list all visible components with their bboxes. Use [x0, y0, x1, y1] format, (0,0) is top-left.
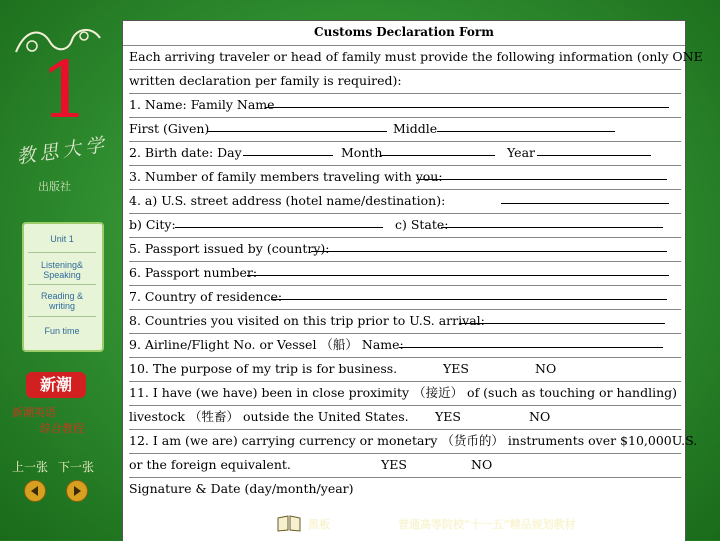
- form-row-purpose: [129, 357, 681, 382]
- city-label: b) City:: [129, 217, 176, 232]
- next-slide-label[interactable]: 下一张: [58, 460, 95, 474]
- signature-label: Signature & Date (day/month/year): [129, 481, 354, 496]
- intro-text-2: written declaration per family is required):: [129, 73, 402, 88]
- currency-no-option[interactable]: NO: [471, 457, 493, 472]
- city-field[interactable]: [175, 213, 383, 228]
- countries-visited-field[interactable]: [459, 309, 665, 324]
- form-row-street: [129, 189, 681, 214]
- family-name-label: 1. Name: Family Name: [129, 97, 275, 112]
- form-row-airline: [129, 333, 681, 358]
- calligraphy-title: 教思大学: [15, 133, 110, 169]
- form-row-residence: [129, 285, 681, 310]
- publisher-logo: 新潮: [26, 372, 86, 398]
- given-name-field[interactable]: [207, 117, 387, 132]
- passport-country-label: 5. Passport issued by (country):: [129, 241, 330, 256]
- purpose-label: 10. The purpose of my trip is for business.: [129, 361, 398, 376]
- next-arrow-icon[interactable]: [66, 480, 88, 502]
- airline-label: 9. Airline/Flight No. or Vessel （船） Name:: [129, 337, 404, 352]
- birth-day-field[interactable]: [243, 141, 333, 156]
- street-address-label: 4. a) U.S. street address (hotel name/destination):: [129, 193, 446, 208]
- menu-item-unit1[interactable]: Unit 1: [50, 234, 74, 244]
- countries-visited-label: 8. Countries you visited on this trip prior to U.S. arrival:: [129, 313, 485, 328]
- passport-number-label: 6. Passport number:: [129, 265, 258, 280]
- given-name-label: First (Given): [129, 121, 210, 136]
- prev-arrow-icon[interactable]: [24, 480, 46, 502]
- airline-field[interactable]: [399, 333, 663, 348]
- family-count-field[interactable]: [417, 165, 667, 180]
- logo-subtitle-2: 综合教程: [40, 422, 84, 435]
- middle-name-label: Middle: [393, 121, 438, 136]
- form-row-passport-number: [129, 261, 681, 286]
- publisher-label: 出版社: [38, 180, 71, 193]
- family-name-field[interactable]: [265, 93, 669, 108]
- birth-day-label: 2. Birth date: Day: [129, 145, 242, 160]
- menu-item-reading[interactable]: Reading & writing: [40, 291, 84, 311]
- state-label: c) State:: [395, 217, 449, 232]
- form-row-countries: [129, 309, 681, 334]
- family-count-label: 3. Number of family members traveling with you:: [129, 169, 443, 184]
- customs-form: [122, 20, 703, 541]
- form-row-intro-1: [129, 45, 703, 70]
- form-title: Customs Declaration Form: [314, 25, 494, 39]
- currency-text-2: or the foreign equivalent.: [129, 457, 291, 472]
- birth-year-field[interactable]: [537, 141, 651, 156]
- birth-month-label: Month: [341, 145, 383, 160]
- form-row-intro-2: [129, 69, 681, 94]
- form-row-name: [129, 93, 681, 118]
- proximity-no-option[interactable]: NO: [529, 409, 551, 424]
- series-label: 普通高等院校“十一五”精品规划教材: [398, 518, 576, 531]
- purpose-no-option[interactable]: NO: [535, 361, 557, 376]
- form-row-currency-2: [129, 453, 681, 478]
- menu-item-listening[interactable]: Listening& Speaking: [40, 260, 84, 280]
- sidebar: [0, 0, 112, 540]
- state-field[interactable]: [441, 213, 663, 228]
- currency-yes-option[interactable]: YES: [381, 457, 407, 472]
- footer: [122, 510, 684, 540]
- passport-country-field[interactable]: [311, 237, 667, 252]
- form-row-passport-country: [129, 237, 681, 262]
- form-row-family: [129, 165, 681, 190]
- unit-menu: [22, 222, 104, 352]
- menu-divider: [28, 316, 96, 317]
- form-row-signature: [129, 477, 681, 501]
- form-row-currency-1: [129, 429, 698, 454]
- currency-text-1: 12. I am (we are) carrying currency or monetary （货币的） instruments over $10,000U.S.: [129, 433, 698, 448]
- street-address-field[interactable]: [501, 189, 669, 204]
- menu-divider: [28, 284, 96, 285]
- menu-divider: [28, 252, 96, 253]
- form-title-row: [123, 21, 685, 46]
- residence-field[interactable]: [271, 285, 667, 300]
- proximity-yes-option[interactable]: YES: [435, 409, 461, 424]
- passport-number-field[interactable]: [247, 261, 669, 276]
- birth-month-field[interactable]: [381, 141, 495, 156]
- form-row-given: [129, 117, 681, 142]
- intro-text-1: Each arriving traveler or head of family must provide the following information (only ONE: [129, 49, 703, 64]
- proximity-text-1: 11. I have (we have) been in close proximity （接近） of (such as touching or handling): [129, 385, 678, 400]
- middle-name-field[interactable]: [437, 117, 615, 132]
- purpose-yes-option[interactable]: YES: [443, 361, 469, 376]
- form-row-birth: [129, 141, 681, 166]
- form-row-proximity-1: [129, 381, 681, 406]
- birth-year-label: Year: [507, 145, 535, 160]
- prev-slide-label[interactable]: 上一张: [12, 460, 49, 474]
- proximity-text-2: livestock （牲畜） outside the United States.: [129, 409, 409, 424]
- residence-label: 7. Country of residence:: [129, 289, 283, 304]
- unit-number: 1: [40, 46, 90, 136]
- menu-item-funtime[interactable]: Fun time: [44, 326, 80, 336]
- form-row-proximity-2: [129, 405, 681, 430]
- blackboard-label[interactable]: 黑板: [308, 518, 330, 531]
- logo-subtitle-1: 新潮英语: [12, 406, 56, 419]
- book-icon: [276, 514, 302, 532]
- form-row-city: [129, 213, 681, 238]
